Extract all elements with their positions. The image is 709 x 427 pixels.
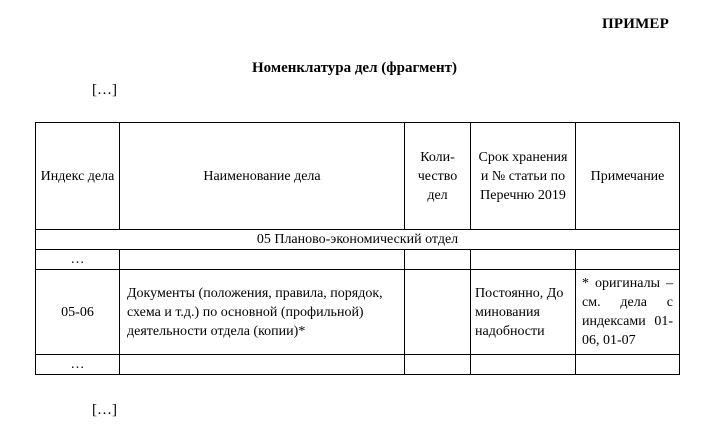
empty-cell — [471, 250, 576, 270]
column-header-term: Срок хранения и № статьи по Перечню 2019 — [471, 123, 576, 230]
empty-cell — [576, 250, 680, 270]
empty-cell — [405, 355, 471, 375]
column-header-name: Наименование дела — [120, 123, 405, 230]
empty-cell — [576, 355, 680, 375]
table-header-row — [36, 123, 680, 230]
column-header-note: Примечание — [576, 123, 680, 230]
example-label: ПРИМЕР — [601, 16, 669, 32]
table-row-ellipsis-after — [36, 355, 680, 375]
cell-name: Документы (положения, правила, порядок, схема и т.д.) по основной (профильной) деятельности отдела (копии)* — [120, 270, 405, 355]
cell-note: * оригиналы – см. дела с индексами 01-06, 01-07 — [576, 270, 680, 355]
column-header-index: Индекс дела — [36, 123, 120, 230]
nomenclature-table — [35, 122, 680, 375]
empty-cell — [120, 250, 405, 270]
ellipsis-top: […] — [92, 82, 117, 98]
cell-count — [405, 270, 471, 355]
ellipsis-cell: … — [36, 250, 120, 270]
section-title: 05 Планово-экономический отдел — [36, 230, 680, 250]
empty-cell — [405, 250, 471, 270]
empty-cell — [471, 355, 576, 375]
table-row-ellipsis-before — [36, 250, 680, 270]
table-row — [36, 270, 680, 355]
cell-index: 05-06 — [36, 270, 120, 355]
column-header-count: Коли-чество дел — [405, 123, 471, 230]
ellipsis-cell: … — [36, 355, 120, 375]
ellipsis-bottom: […] — [92, 402, 117, 418]
section-row — [36, 230, 680, 250]
cell-term: Постоянно, До минования надобности — [471, 270, 576, 355]
empty-cell — [120, 355, 405, 375]
document-title: Номенклатура дел (фрагмент) — [252, 60, 457, 76]
